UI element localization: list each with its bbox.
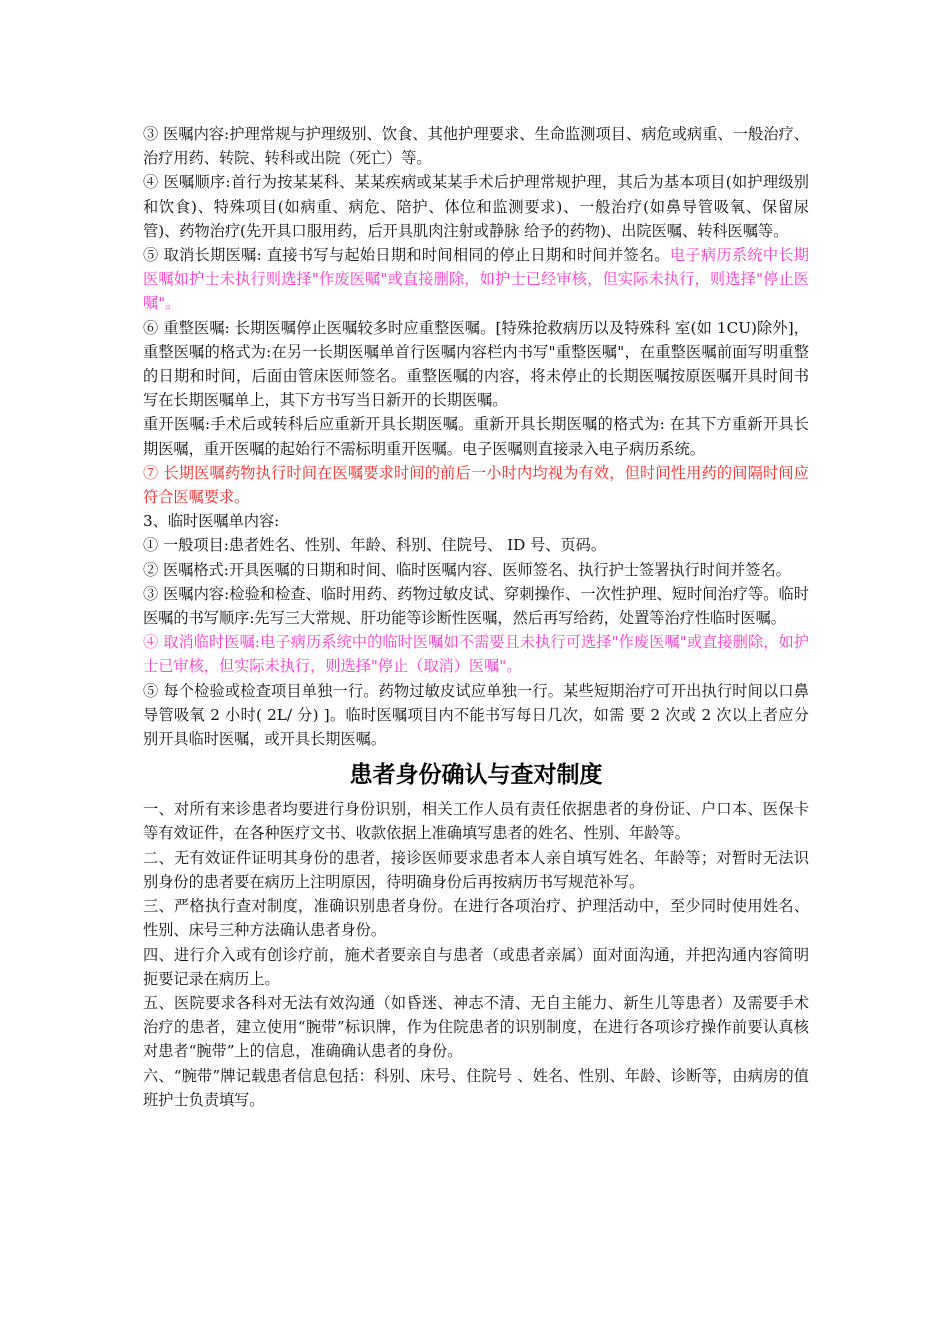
paragraph-reopen-orders: 重开医嘱:手术后或转科后应重新开具长期医嘱。重新开具长期医嘱的格式为: 在其下方重新开具长期医嘱，重开医嘱的起始行不需标明重开医嘱。电子医嘱则直接录入电子病历系统。 <box>143 415 809 458</box>
paragraph-temp-each-item: ⑤ 每个检验或检查项目单独一行。药物过敏皮试应单独一行。某些短期治疗可开出执行时间以口鼻导管吸氧 2 小时( 2L/ 分) ]。临时医嘱项目内不能书写每日几次，如需 要 2 次或 2 次以上者应分别开具临时医嘱，或开具长期医嘱。 <box>143 681 809 749</box>
paragraph-temp-content: ③ 医嘱内容:检验和检查、临时用药、药物过敏皮试、穿刺操作、一次性护理、短时间治疗等。临时医嘱的书写顺序:先写三大常规、肝功能等诊断性医嘱，然后再写给药，处置等治疗性临时医嘱。 <box>143 584 809 628</box>
paragraph-temp-general-items: ① 一般项目:患者姓名、性别、年龄、科别、住院号、 ID 号、页码。 <box>143 536 607 555</box>
identity-item-4: 四、进行介入或有创诊疗前，施术者要亲自与患者（或患者亲属）面对面沟通，并把沟通内容简明扼要记录在病历上。 <box>143 945 809 988</box>
cancel-long-term-ehr-note: 电子病历系统中长期医嘱如护士未执行则选择"作废医嘱"或直接删除，如护士已经审核，但实际未执行，则选择"停止医嘱"。 <box>143 246 809 313</box>
identity-item-6: 六、“腕带”牌记载患者信息包括：科别、床号、住院号 、姓名、性别、年龄、诊断等，由病房的值班护士负责填写。 <box>143 1066 809 1109</box>
paragraph-cancel-long-term <box>143 243 809 316</box>
paragraph-execution-time-note: ⑦ 长期医嘱药物执行时间在医嘱要求时间的前后一小时内均视为有效，但时间性用药的间隔时间应符合医嘱要求。 <box>143 463 809 507</box>
paragraph-order-sequence: ④ 医嘱顺序:首行为按某某科、某某疾病或某某手术后护理常规护理，其后为基本项目(如护理级别和饮食)、特殊项目(如病重、病危、陪护、体位和监测要求)、一般治疗(如鼻导管吸氧、保留尿管)、药物治疗(先开具口服用药，后开具肌肉注射或静脉 给予的药物)、出院医嘱、转科医嘱等。 <box>143 173 809 240</box>
paragraph-order-content: ③ 医嘱内容:护理常规与护理级别、饮食、其他护理要求、生命监测项目、病危或病重、一般治疗、治疗用药、转院、转科或出院（死亡）等。 <box>143 125 809 168</box>
cancel-long-term-text: ⑤ 取消长期医嘱: 直接书写与起始日期和时间相同的停止日期和时间并签名。 <box>143 246 670 265</box>
identity-item-5: 五、医院要求各科对无法有效沟通（如昏迷、神志不清、无自主能力、新生儿等患者）及需要手术治疗的患者，建立使用“腕带”标识牌，作为住院患者的识别制度，在进行各项诊疗操作前要认真核对患者“腕带”上的信息，准确确认患者的身份。 <box>143 993 809 1061</box>
identity-item-3: 三、严格执行查对制度，准确识别患者身份。在进行各项治疗、护理活动中，至少同时使用姓名、性别、床号三种方法确认患者身份。 <box>143 897 809 940</box>
section-title: 患者身份确认与查对制度 <box>349 762 603 789</box>
paragraph-temp-format: ② 医嘱格式:开具医嘱的日期和时间、临时医嘱内容、医师签名、执行护士签署执行时间并签名。 <box>143 560 791 579</box>
paragraph-temp-cancel: ④ 取消临时医嘱:电子病历系统中的临时医嘱如不需要且未执行可选择"作废医嘱"或直接删除，如护士已审核，但实际未执行，则选择"停止（取消）医嘱"。 <box>143 633 809 676</box>
paragraph-reorganize-orders: ⑥ 重整医嘱: 长期医嘱停止医嘱较多时应重整医嘱。[特殊抢救病历以及特殊科 室(如 1CU)除外]，重整医嘱的格式为:在另一长期医嘱单首行医嘱内容栏内书写"重整医嘱"，在重整医嘱前面写明重整的日期和时间，后面由管床医师签名。重整医嘱的内容，将未停止的长期医嘱按原医嘱开具时间书写在长期医嘱单上，其下方书写当日新开的长期医嘱。 <box>143 318 809 410</box>
identity-item-2: 二、无有效证件证明其身份的患者，接诊医师要求患者本人亲自填写姓名、年龄等；对暂时无法识别身份的患者要在病历上注明原因，待明确身份后再按病历书写规范补写。 <box>143 848 809 891</box>
heading-temporary-orders: 3、临时医嘱单内容: <box>143 512 280 531</box>
identity-item-1: 一、对所有来诊患者均要进行身份识别，相关工作人员有责任依据患者的身份证、户口本、医保卡等有效证件，在各种医疗文书、收款依据上准确填写患者的姓名、性别、年龄等。 <box>143 800 809 843</box>
document-page <box>143 122 809 1112</box>
